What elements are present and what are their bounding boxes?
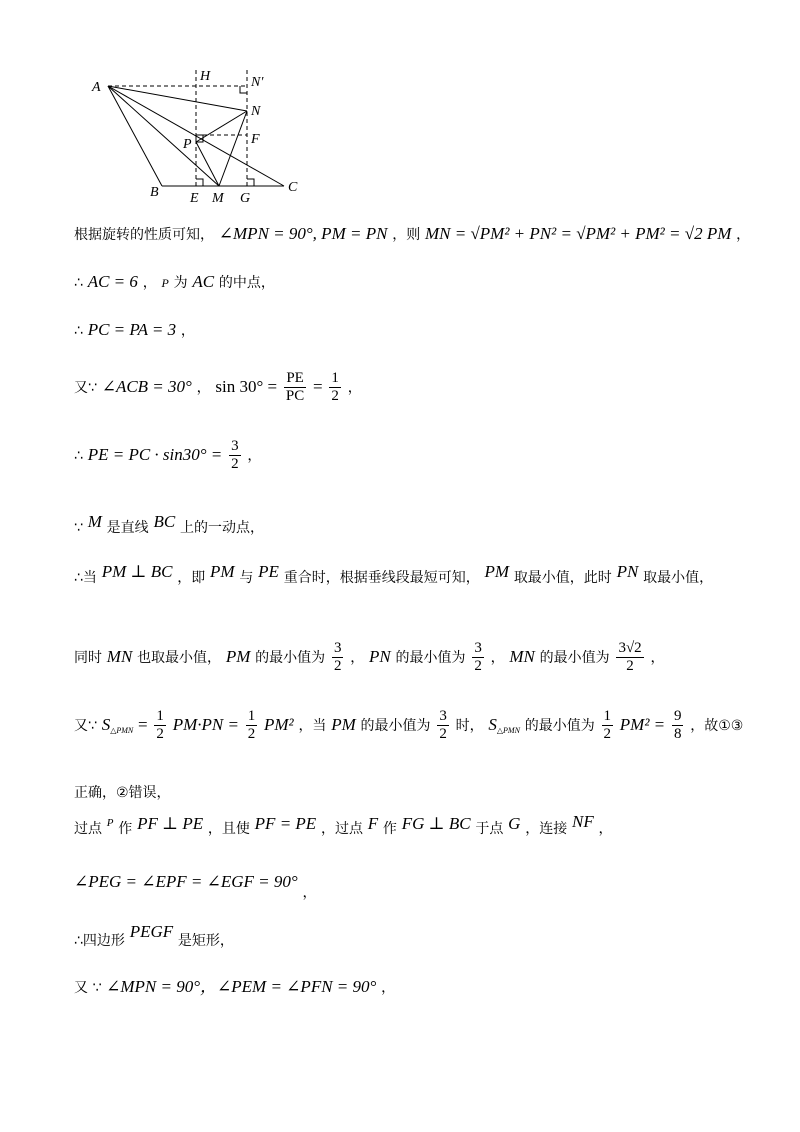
line-10: 正确，②错误， — [74, 785, 171, 801]
line-13: ∴四边形 PEGF 是矩形， — [74, 922, 234, 949]
segment-am — [108, 86, 219, 186]
right-angle-g — [247, 179, 254, 186]
label-b: B — [150, 185, 159, 200]
line-9: 又∵ $S_{\triangle PMN}$ = $\frac{1}{2}$ PM·PN = $\frac{1}{2}$ PM² ，当 PM 的最小值为 $\frac{3}{2}$ 时， $S_{\triangle PMN}$ 的最小值为 $\frac{1}{2}$ PM² = $\frac{9}{8}$ ，故①③ — [74, 708, 744, 743]
line-2: ∴ AC = 6 ， P 为 AC 的中点， — [74, 272, 275, 291]
line-1: 根据旋转的性质可知， ∠MPN = 90°, PM = PN ，则 MN = √PM² + PN² = √PM² + PM² = √2 PM ， — [74, 224, 751, 243]
label-f: F — [251, 132, 260, 147]
label-e: E — [190, 191, 199, 206]
label-m: M — [212, 191, 224, 206]
label-nprime: N′ — [251, 75, 264, 90]
label-a: A — [92, 80, 101, 95]
line-7: ∴当 PM ⊥ BC ，即 PM 与 PE 重合时，根据垂线段最短可知， PM 取最小值，此时 PN 取最小值， — [74, 562, 714, 586]
line-4: 又∵ ∠ACB = 30° ， sin 30° = $\frac{PE}{PC}$ = $\frac{1}{2}$ ， — [74, 370, 362, 405]
line-14: 又 ∵ ∠MPN = 90°，∠PEM = ∠PFN = 90° ， — [74, 977, 396, 996]
segment-an — [108, 86, 247, 111]
right-angle-nprime — [240, 86, 247, 93]
label-h: H — [200, 69, 211, 84]
line-5: ∴ PE = PC · sin30° = $\frac{3}{2}$ ， — [74, 438, 262, 473]
fraction-three-halves: $\frac{3}{2}$ — [231, 438, 239, 473]
right-angle-e — [196, 179, 203, 186]
line-6: ∵ M 是直线 BC 上的一动点， — [74, 512, 264, 536]
segment-nm — [219, 111, 247, 186]
fraction-pn-min: $\frac{3}{2}$ — [474, 640, 482, 675]
line-8: 同时 MN 也取最小值， PM 的最小值为 $\frac{3}{2}$ ， PN 的最小值为 $\frac{3}{2}$ ， MN 的最小值为 $\frac{3√2}{2}$ ， — [74, 640, 665, 675]
segment-pn — [196, 111, 247, 142]
fraction-pm-min: $\frac{3}{2}$ — [333, 640, 342, 675]
line-3: ∴ PC = PA = 3 ， — [74, 320, 195, 339]
label-p: P — [183, 137, 192, 152]
line-11: 过点 $^P$ 作 PF ⊥ PE ，且使 PF = PE ，过点 F 作 FG ⊥ BC 于点 G ，连接 NF ， — [74, 812, 613, 837]
geometry-figure — [80, 58, 320, 208]
label-c: C — [288, 180, 298, 195]
fraction-mn-min: $\frac{3√2}{2}$ — [618, 640, 642, 675]
fraction-half: $\frac{1}{2}$ — [331, 370, 339, 405]
label-g: G — [240, 191, 251, 206]
label-n: N — [251, 104, 261, 119]
fraction-pe-pc: $\frac{PE}{PC}$ — [285, 370, 305, 405]
line-12: ∠PEG = ∠EPF = ∠EGF = 90° ， — [74, 872, 317, 901]
